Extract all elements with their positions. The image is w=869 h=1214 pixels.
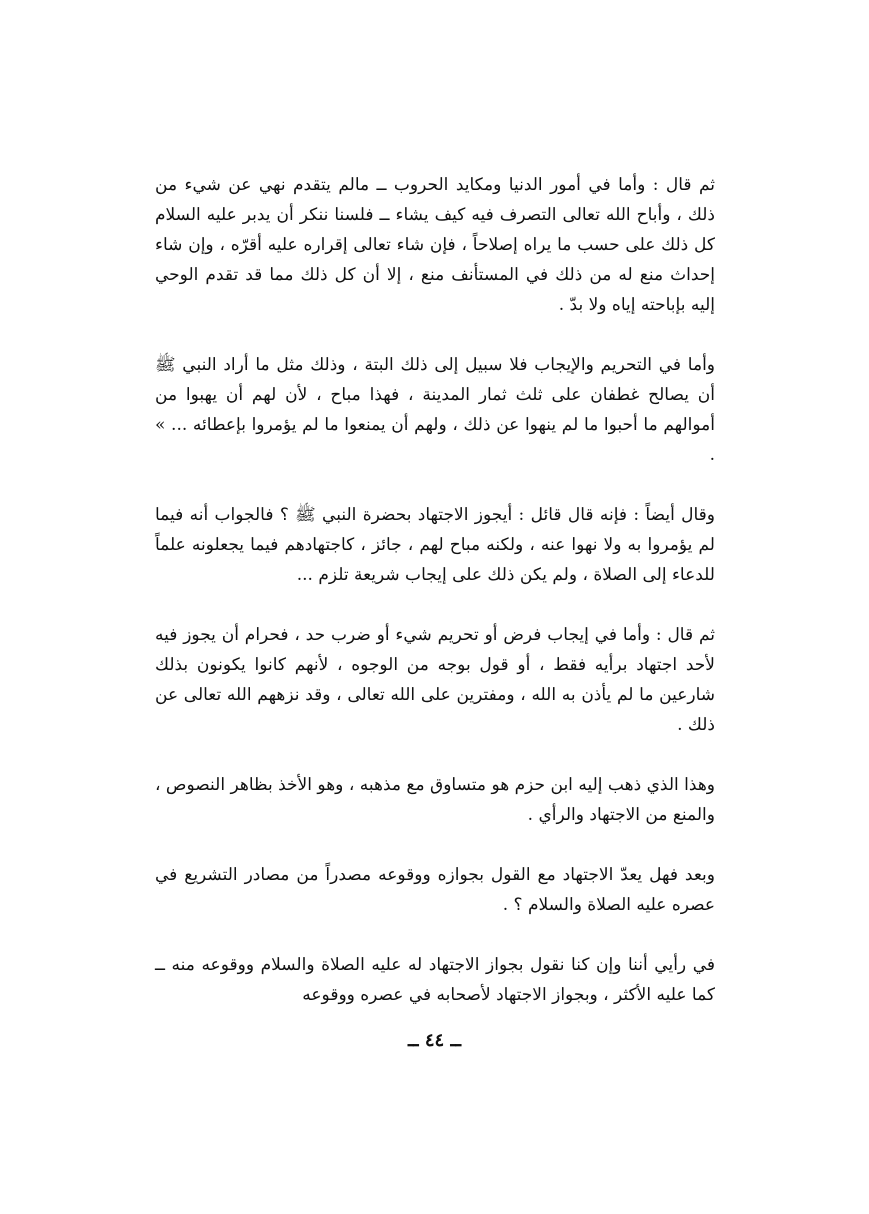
paragraph-7: في رأيي أننا وإن كنا نقول بجواز الاجتهاد له عليه الصلاة والسلام ووقوعه منه ــ كما عليه الأكثر ، وبجواز الاجتهاد لأصحابه في عصره ووقوعه bbox=[155, 955, 715, 1005]
paragraph-2: وأما في التحريم والإيجاب فلا سبيل إلى ذلك البتة ، وذلك مثل ما أراد النبي ﷺ أن يصالح غطفان على ثلث ثمار المدينة ، فهذا مباح ، لأن لهم أن يهبوا من أموالهم ما أحبوا ما لم ينهوا عن ذلك ، ولهم أن يمنعوا ما لم يؤمروا بإعطائه ... » . bbox=[155, 355, 715, 465]
page-number: ــ ٤٤ ــ bbox=[408, 1030, 461, 1051]
paragraph-3: وقال أيضاً : فإنه قال قائل : أيجوز الاجتهاد بحضرة النبي ﷺ ؟ فالجواب أنه فيما لم يؤمروا به ولا نهوا عنه ، ولكنه مباح لهم ، جائز ، كاجتهادهم فيما يجعلونه علماً للدعاء إلى الصلاة ، ولم يكن ذلك على إيجاب شريعة تلزم ... bbox=[155, 505, 715, 585]
paragraph-1: ثم قال : وأما في أمور الدنيا ومكايد الحروب ــ مالم يتقدم نهي عن شيء من ذلك ، وأباح الله تعالى التصرف فيه كيف يشاء ــ فلسنا ننكر أن يدبر عليه السلام كل ذلك على حسب ما يراه إصلاحاً ، فإن شاء تعالى إقراره عليه أقرّه ، وإن شاء إحداث منع له من ذلك في المستأنف منع ، إلا أن كل ذلك مما قد تقدم الوحي إليه بإباحته إياه ولا بدّ . bbox=[155, 175, 715, 315]
paragraph-5: وهذا الذي ذهب إليه ابن حزم هو متساوق مع مذهبه ، وهو الأخذ بظاهر النصوص ، والمنع من الاجتهاد والرأي . bbox=[155, 775, 715, 825]
paragraph-4: ثم قال : وأما في إيجاب فرض أو تحريم شيء أو ضرب حد ، فحرام أن يجوز فيه لأحد اجتهاد برأيه فقط ، أو قول بوجه من الوجوه ، لأنهم كانوا يكونون بذلك شارعين ما لم يأذن به الله ، ومفترين على الله تعالى ، وقد نزههم الله تعالى عن ذلك . bbox=[155, 625, 715, 735]
paragraph-6: وبعد فهل يعدّ الاجتهاد مع القول بجوازه ووقوعه مصدراً من مصادر التشريع في عصره عليه الصلاة والسلام ؟ . bbox=[155, 865, 715, 915]
page-body bbox=[155, 170, 715, 1040]
